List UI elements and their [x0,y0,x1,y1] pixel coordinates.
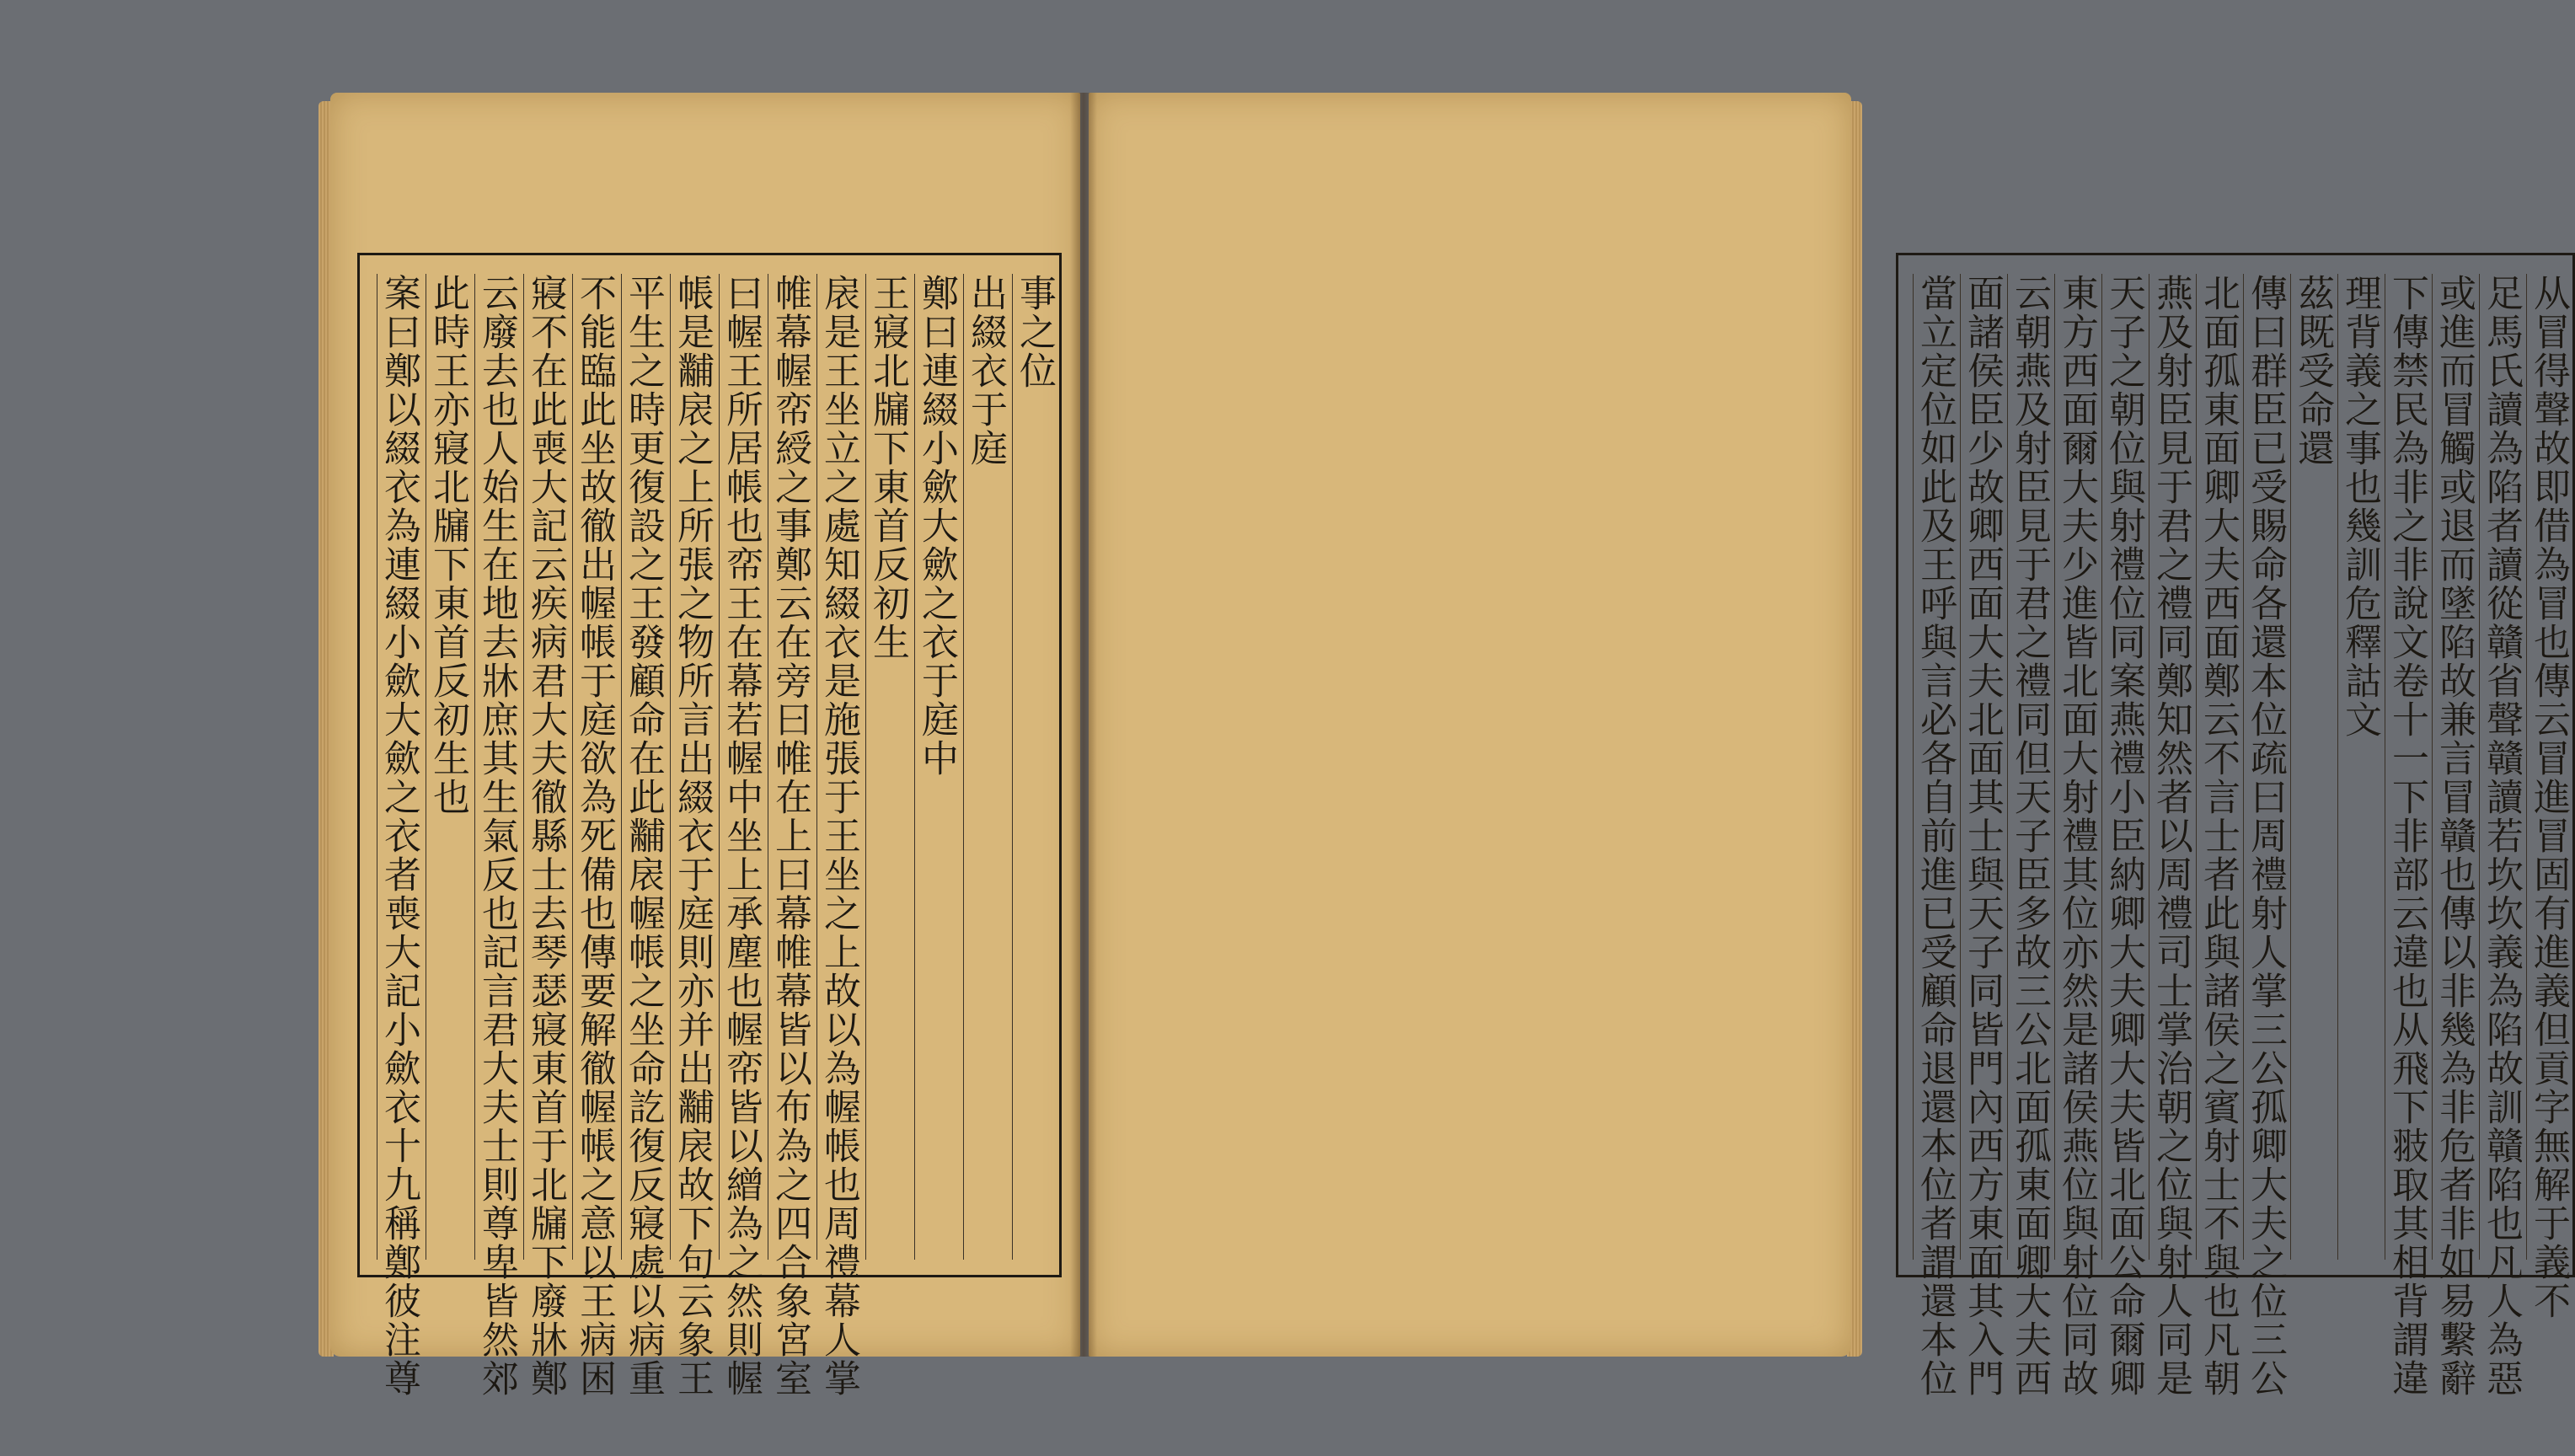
text-column: 茲既受命還 [2290,274,2333,1260]
text-column: 案曰鄭以綴衣為連綴小歛大歛之衣者喪大記小歛衣十九稱鄭彼注尊 [377,274,420,1398]
text-column: 此時王亦寢北牖下東首反初生也 [426,274,468,1260]
text-column: 東方西面爾大夫少進皆北面大射禮其位亦然是諸侯燕位與射位同故 [2055,274,2098,1398]
text-column: 傳曰群臣已受賜命各還本位疏曰周禮射人掌三公孤卿大夫之位三公 [2244,274,2287,1398]
left-page [330,93,1080,1398]
text-column: 足馬氏讀為陷者讀從贛省聲贛讀若坎坎義為陷故訓贛陷也凡人為惡 [2480,274,2523,1398]
right-text-frame [1896,253,2575,1398]
text-column: 或進而冒觸或退而墜陷故兼言冒贛也傳以非幾為非危者非如易繫辭 [2433,274,2476,1398]
text-column: 王寢北牖下東首反初生 [865,274,908,1260]
text-column: 天子之朝位與射禮位同案燕禮小臣納卿大夫卿大夫皆北面公命爾卿 [2102,274,2145,1398]
text-column: 从冒得聲故即借為冒也傳云冒進冒固有進義但貢字無解于義不 [2527,274,2570,1320]
text-column: 不能臨此坐故徹出幄帳于庭欲為死備也傳要解徹幄帳之意以王病困 [573,274,616,1398]
left-text-frame [357,253,1062,1398]
text-column: 寢不在此喪大記云疾病君大夫徹縣士去琴瑟寢東首于北牖下廢牀鄭 [524,274,567,1398]
text-column: 云朝燕及射臣見于君之禮同但天子臣多故三公北面孤東面卿大夫西 [2008,274,2051,1398]
text-column: 鄭曰連綴小歛大歛之衣于庭中 [914,274,957,1260]
text-column: 下傳禁民為非之非說文卷十一下非部云違也从飛下翄取其相背謂違 [2385,274,2428,1398]
text-column: 平生之時更復設之王發顧命在此黼扆幄帳之坐命訖復反寢處以病重 [622,274,665,1398]
text-column: 北面孤東面卿大夫西面鄭云不言士者此與諸侯之賓射士不與也凡朝 [2197,274,2240,1398]
open-book [330,93,2570,1398]
text-column: 當立定位如此及王呼與言必各自前進已受顧命退還本位者謂還本位 [1914,274,1957,1398]
text-column: 事之位 [1012,274,1055,1260]
text-column: 云廢去也人始生在地去牀庶其生氣反也記言君大夫士則尊卑皆然郊 [475,274,518,1398]
text-column: 扆是王坐立之處知綴衣是施張于王坐之上故以為幄帳也周禮幕人掌 [817,274,860,1398]
text-column: 出綴衣于庭 [963,274,1006,1260]
text-column: 帳是黼扆之上所張之物所言出綴衣于庭則亦并出黼扆故下句云象王 [671,274,714,1398]
right-page [1089,93,2570,1398]
text-column: 面諸侯臣少故卿西面大夫北面其士與天子同皆門內西方東面其入門 [1961,274,2004,1398]
text-column: 帷幕幄帟綬之事鄭云在旁曰帷在上曰幕帷幕皆以布為之四合象宮室 [768,274,811,1398]
text-column: 燕及射臣見于君之禮同鄭知然者以周禮司士掌治朝之位與射人同是 [2149,274,2192,1398]
text-column: 曰幄王所居帳也帟王在幕若幄中坐上承塵也幄帟皆以繒為之然則幄 [720,274,763,1398]
text-column: 理背義之事也幾訓危釋詁文 [2337,274,2380,1260]
book-gutter [1070,93,1097,1357]
